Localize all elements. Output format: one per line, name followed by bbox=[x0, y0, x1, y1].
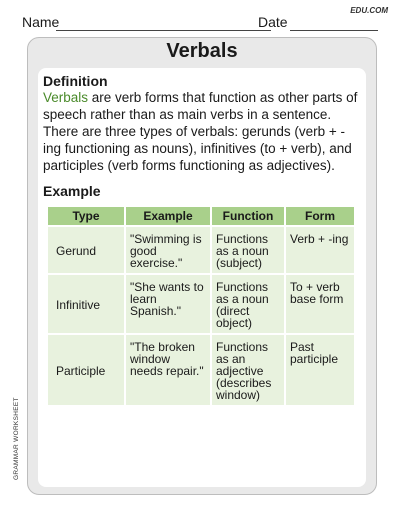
cell-type: Infinitive bbox=[47, 274, 125, 334]
date-label: Date bbox=[258, 14, 288, 30]
definition-text bbox=[43, 89, 363, 174]
cell-function: Functions as a noun (subject) bbox=[211, 226, 285, 274]
date-line bbox=[290, 30, 378, 31]
cell-form: Past participle bbox=[285, 334, 355, 406]
column-header-example: Example bbox=[125, 206, 211, 226]
column-header-function: Function bbox=[211, 206, 285, 226]
cell-function: Functions as an adjective (describes window) bbox=[211, 334, 285, 406]
side-label: GRAMMAR WORKSHEET bbox=[13, 397, 20, 480]
definition-body: are verb forms that function as other parts of speech rather than as main verbs in a sentence. There are three types of verbals: gerunds (verb + -ing functioning as nouns), infinitives (to + verb), and participles (verb forms functioning as adjectives). bbox=[43, 90, 358, 173]
example-heading: Example bbox=[43, 183, 101, 199]
column-header-type: Type bbox=[47, 206, 125, 226]
cell-function: Functions as a noun (direct object) bbox=[211, 274, 285, 334]
cell-type: Gerund bbox=[47, 226, 125, 274]
table-row bbox=[47, 274, 355, 334]
name-line bbox=[56, 30, 271, 31]
cell-form: To + verb base form bbox=[285, 274, 355, 334]
cell-form: Verb + -ing bbox=[285, 226, 355, 274]
page-title: Verbals bbox=[166, 40, 238, 62]
brand-logo: EDU.COM bbox=[350, 6, 388, 15]
name-label: Name bbox=[22, 14, 60, 30]
example-table bbox=[46, 205, 356, 407]
cell-example: "She wants to learn Spanish." bbox=[125, 274, 211, 334]
cell-type: Participle bbox=[47, 334, 125, 406]
worksheet-header bbox=[22, 14, 382, 36]
definition-highlight: Verbals bbox=[43, 90, 89, 105]
content-panel bbox=[38, 68, 366, 487]
verbals-card bbox=[27, 37, 377, 495]
definition-heading: Definition bbox=[43, 73, 108, 89]
table-header-row bbox=[47, 206, 355, 226]
table-row bbox=[47, 226, 355, 274]
cell-example: "The broken window needs repair." bbox=[125, 334, 211, 406]
cell-example: "Swimming is good exercise." bbox=[125, 226, 211, 274]
table-row bbox=[47, 334, 355, 406]
column-header-form: Form bbox=[285, 206, 355, 226]
